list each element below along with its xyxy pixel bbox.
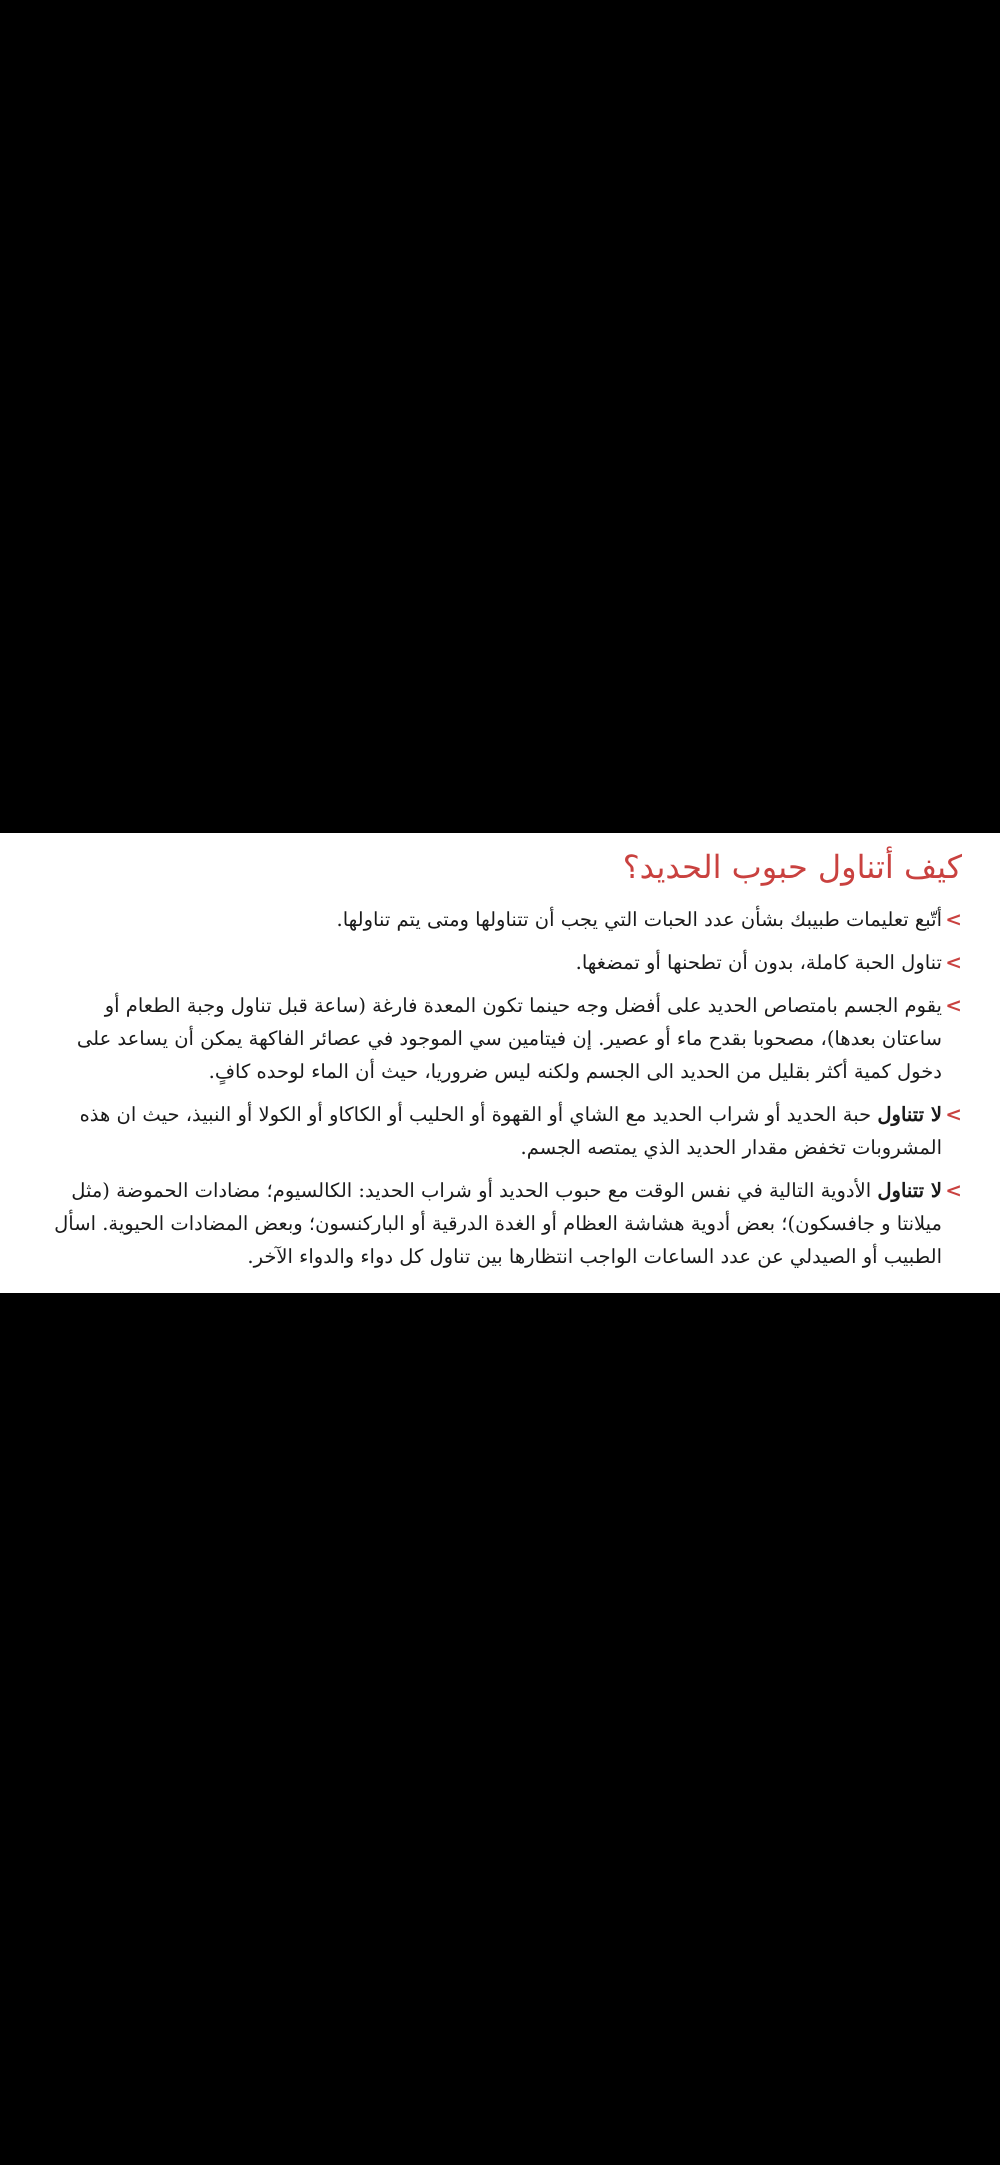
item-text: حبة الحديد أو شراب الحديد مع الشاي أو القهوة أو الحليب أو الكاكاو أو الكولا أو النبيذ، حيث ان هذه المشروبات تخفض مقدار الحديد الذي يمتصه الجسم. (79, 1103, 942, 1159)
item-text: أتّبع تعليمات طبيبك بشأن عدد الحبات التي يجب أن تتناولها ومتى يتم تناولها. (336, 908, 942, 931)
list-item (40, 946, 962, 979)
item-text: يقوم الجسم بامتصاص الحديد على أفضل وجه حينما تكون المعدة فارغة (ساعة قبل تناول وجبة الطعام أو ساعتان بعدها)، مصحوبا بقدح ماء أو عصير. إن فيتامين سي الموجود في عصائر الفاكهة يمكن أن يساعد على دخول كمية أكثر بقليل من الحديد الى الجسم ولكنه ليس ضروريا، حيث أن الماء لوحده كافٍ. (76, 994, 942, 1083)
list-item (40, 1098, 962, 1164)
list-item (40, 989, 962, 1088)
article-panel (0, 833, 1000, 1293)
chevron-bullet-icon: > (945, 993, 962, 1017)
list-item (40, 903, 962, 936)
item-lead: لا تتناول (877, 1103, 942, 1126)
chevron-bullet-icon: > (945, 950, 962, 974)
item-lead: لا تتناول (877, 1179, 942, 1202)
item-text: تناول الحبة كاملة، بدون أن تطحنها أو تمضغها. (575, 951, 942, 974)
chevron-bullet-icon: > (945, 1102, 962, 1126)
list-item (40, 1174, 962, 1273)
chevron-bullet-icon: > (945, 907, 962, 931)
chevron-bullet-icon: > (945, 1178, 962, 1202)
instruction-list (40, 903, 962, 1273)
item-text: الأدوية التالية في نفس الوقت مع حبوب الحديد أو شراب الحديد: الكالسيوم؛ مضادات الحموضة (مثل ميلانتا و جافسكون)؛ بعض أدوية هشاشة العظام أو الغدة الدرقية أو الباركنسون؛ وبعض المضادات الحيوية. اسأل الطبيب أو الصيدلي عن عدد الساعات الواجب انتظارها بين تناول كل دواء والدواء الآخر. (54, 1179, 942, 1268)
article-title: كيف أتناول حبوب الحديد؟ (622, 848, 962, 886)
